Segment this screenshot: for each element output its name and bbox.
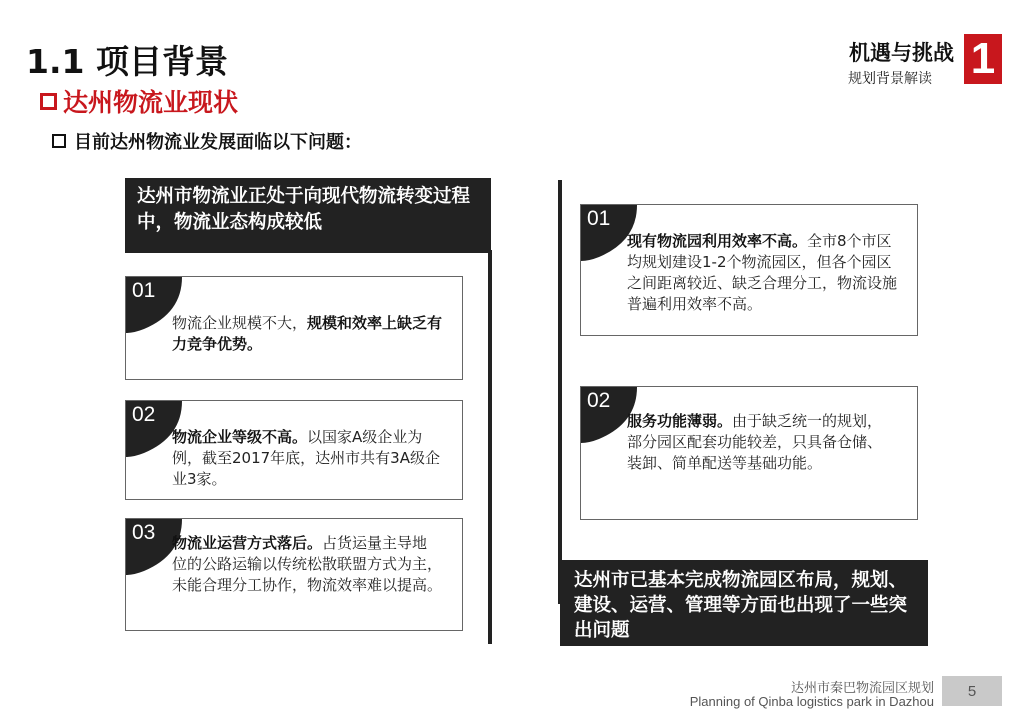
left-card-03 [125,518,463,631]
chapter-title: 机遇与挑战 [849,41,954,65]
left-vertical-line [488,250,492,644]
card-number: 01 [587,207,611,230]
card-text-plain: 物流企业规模不大， [172,314,308,332]
card-text-plain: 以国家A级企业为例，截至2017年底，达州市共有3A级企业3家。 [172,428,440,488]
card-text-bold: 现有物流园利用效率不高。 [627,232,808,250]
card-number: 01 [132,279,156,302]
card-text [627,231,903,315]
card-text-bold: 服务功能薄弱。 [627,412,733,430]
section-subtitle [40,83,238,119]
square-bullet-icon [40,93,57,110]
page-number: 5 [942,676,1002,706]
subheading-text: 目前达州物流业发展面临以下问题： [74,132,362,153]
section-subtitle-text: 达州物流业现状 [63,88,239,117]
left-card-02 [125,400,463,500]
left-summary-box [125,178,491,253]
card-text [172,427,447,490]
left-card-01 [125,276,463,380]
square-bullet-icon [52,134,66,148]
left-summary-text: 达州市物流业正处于向现代物流转变过程中，物流业态构成较低 [137,186,471,233]
footer-title-cn: 达州市秦巴物流园区规划 [790,681,934,696]
right-card-02 [580,386,918,520]
card-text-bold: 物流业运营方式落后。 [172,534,323,552]
card-text-bold: 物流企业等级不高。 [172,428,308,446]
page-title: 1.1 项目背景 [26,42,228,81]
card-text-plain: 全市8个市区均规划建设1-2个物流园区，但各个园区之间距离较近、缺乏合理分工，物流设施普遍利用效率不高。 [627,232,898,313]
card-text-bold: 规模和效率上缺乏有力竞争优势。 [172,314,443,353]
card-text [627,411,892,474]
card-text-plain: 占货运量主导地位的公路运输以传统松散联盟方式为主，未能合理分工协作，物流效率难以提高。 [172,534,443,594]
right-vertical-line [558,180,562,604]
right-card-01 [580,204,918,336]
right-summary-box [560,560,928,646]
chapter-number-badge: 1 [964,34,1002,84]
footer-title-en: Planning of Qinba logistics park in Dazhou [689,694,934,709]
card-text [172,533,442,596]
card-text [172,313,447,355]
right-summary-text: 达州市已基本完成物流园区布局，规划、建设、运营、管理等方面也出现了一些突出问题 [574,570,908,641]
card-text-plain: 由于缺乏统一的规划，部分园区配套功能较差，只具备仓储、装卸、简单配送等基础功能。 [627,412,883,472]
card-number: 02 [587,389,611,412]
subheading [52,128,362,154]
card-number: 03 [132,521,156,544]
chapter-subtitle: 规划背景解读 [848,71,932,87]
card-number: 02 [132,403,156,426]
